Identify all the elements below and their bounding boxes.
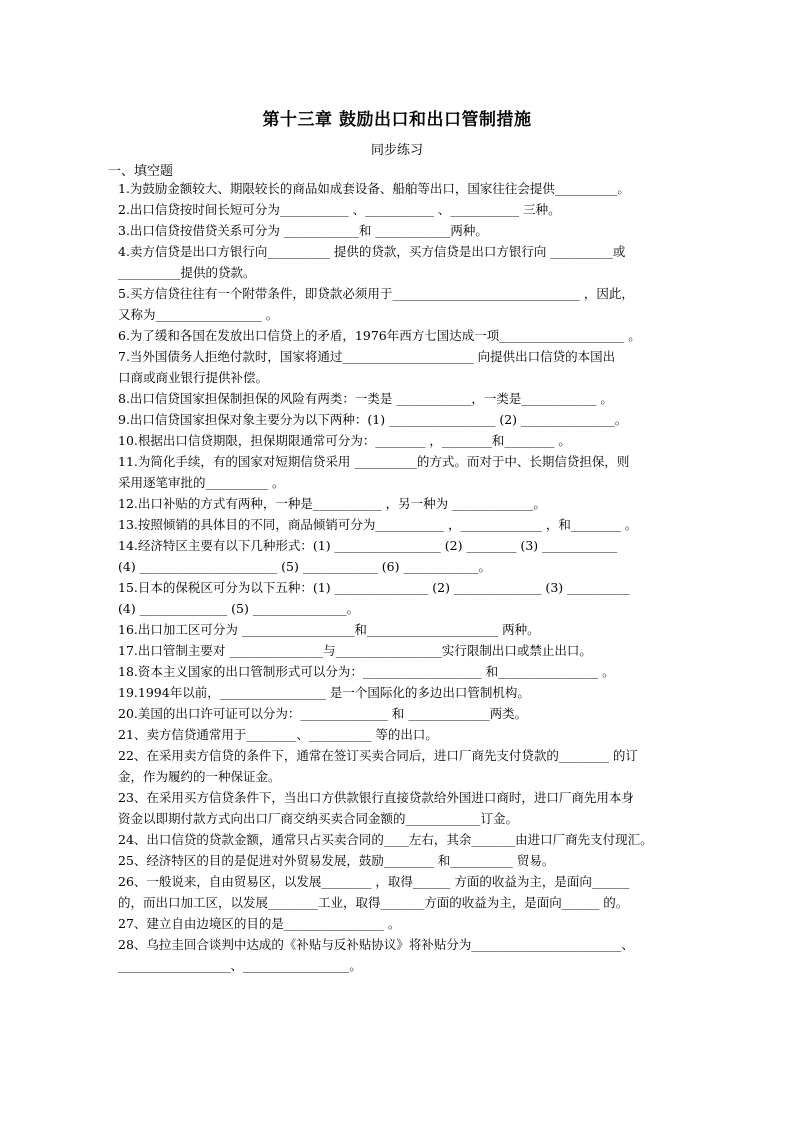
question-line: 23、在采用买方信贷条件下，当出口方供款银行直接贷款给外国进口商时，进口厂商先用本身 bbox=[118, 790, 634, 805]
question-line: 又称为_________________ 。 bbox=[118, 307, 279, 322]
question-line: 24、出口信贷的贷款金额，通常只占买卖合同的____左右，其余_______由进口厂商先支付现汇。 bbox=[118, 832, 653, 847]
question-line: 10.根据出口信贷期限，担保期限通常可分为：________ ，________和________ 。 bbox=[118, 433, 571, 448]
question-line: 18.资本主义国家的出口管制形式可以分为：___________________ 和________________ 。 bbox=[118, 664, 615, 679]
question-line: 金，作为履约的一种保证金。 bbox=[118, 769, 281, 784]
subtitle: 同步练习 bbox=[370, 143, 423, 158]
question-line: 15.日本的保税区可分为以下五种：(1) _______________ (2) ______________ (3) __________ bbox=[118, 580, 630, 595]
question-line: 5.买方信贷往往有一个附带条件，即贷款必须用于______________________________ ，因此， bbox=[118, 286, 634, 301]
question-line: __________________、_________________。 bbox=[118, 958, 362, 973]
question-line: 8.出口信贷国家担保制担保的风险有两类：一类是 ____________，一类是____________ 。 bbox=[118, 391, 613, 406]
question-line: 的，而出口加工区，以发展________工业，取得_______方面的收益为主，是面向______ 的。 bbox=[118, 895, 629, 910]
question-line: 27、建立自由边境区的目的是________________ 。 bbox=[118, 916, 401, 931]
section-heading: 一、填空题 bbox=[108, 164, 174, 179]
question-line: 6.为了缓和各国在发放出口信贷上的矛盾，1976年西方七国达成一项____________________ 。 bbox=[118, 328, 641, 343]
question-line: 17.出口管制主要对 _______________与_________________实行限制出口或禁止出口。 bbox=[118, 643, 592, 658]
question-list bbox=[118, 178, 718, 976]
question-line: 14.经济特区主要有以下几种形式：(1) _________________ (2) ________ (3) ____________ bbox=[118, 538, 618, 553]
question-line: 3.出口信贷按借贷关系可分为 ____________和 ____________两种。 bbox=[118, 223, 488, 238]
question-line: 11.为简化手续，有的国家对短期信贷采用 __________的方式。而对于中、长期信贷担保，则 bbox=[118, 454, 630, 469]
question-line: 20.美国的出口许可证可以分为：______________ 和 _____________两类。 bbox=[118, 706, 528, 721]
question-line: (4) ______________________ (5) ____________ (6) ____________。 bbox=[118, 559, 491, 574]
question-line: 7.当外国债务人拒绝付款时，国家将通过_____________________ 向提供出口信贷的本国出 bbox=[118, 349, 616, 364]
question-line: 16.出口加工区可分为 __________________和_____________________ 两种。 bbox=[118, 622, 540, 637]
question-line: 21、卖方信贷通常用于________、__________ 等的出口。 bbox=[118, 727, 438, 742]
question-line: 13.按照倾销的具体目的不同，商品倾销可分为___________ ，_____________ ，和________ 。 bbox=[118, 517, 638, 532]
question-line: 25、经济特区的目的是促进对外贸易发展，鼓励________ 和__________ 贸易。 bbox=[118, 853, 555, 868]
question-line: __________提供的贷款。 bbox=[118, 265, 256, 280]
question-line: 资金以即期付款方式向出口厂商交纳买卖合同金额的____________订金。 bbox=[118, 811, 519, 826]
question-line: 19.1994年以前，_________________ 是一个国际化的多边出口管制机构。 bbox=[118, 685, 530, 700]
question-line: 2.出口信贷按时间长短可分为___________ 、___________ 、___________ 三种。 bbox=[118, 202, 561, 217]
question-line: 28、乌拉圭回合谈判中达成的《补贴与反补贴协议》将补贴分为________________________、 bbox=[118, 937, 634, 952]
question-line: 22、在采用卖方信贷的条件下，通常在签订买卖合同后，进口厂商先支付贷款的________ 的订 bbox=[118, 748, 638, 763]
question-line: 12.出口补贴的方式有两种，一种是___________ ，另一种为 _____________。 bbox=[118, 496, 546, 511]
question-line: 口商或商业银行提供补偿。 bbox=[118, 370, 269, 385]
chapter-title: 第十三章 鼓励出口和出口管制措施 bbox=[262, 110, 532, 130]
question-line: 1.为鼓励金额较大、期限较长的商品如成套设备、船舶等出口，国家往往会提供__________。 bbox=[118, 181, 630, 196]
question-line: (4) ______________ (5) _______________。 bbox=[118, 601, 360, 616]
question-line: 9.出口信贷国家担保对象主要分为以下两种：(1) _________________ (2) _______________。 bbox=[118, 412, 628, 427]
question-line: 采用逐笔审批的__________ 。 bbox=[118, 475, 285, 490]
question-line: 26、一般说来，自由贸易区，以发展________ ，取得______ 方面的收益为主，是面向______ bbox=[118, 874, 630, 889]
question-line: 4.卖方信贷是出口方银行向__________ 提供的贷款，买方信贷是出口方银行向 __________或 bbox=[118, 244, 626, 259]
